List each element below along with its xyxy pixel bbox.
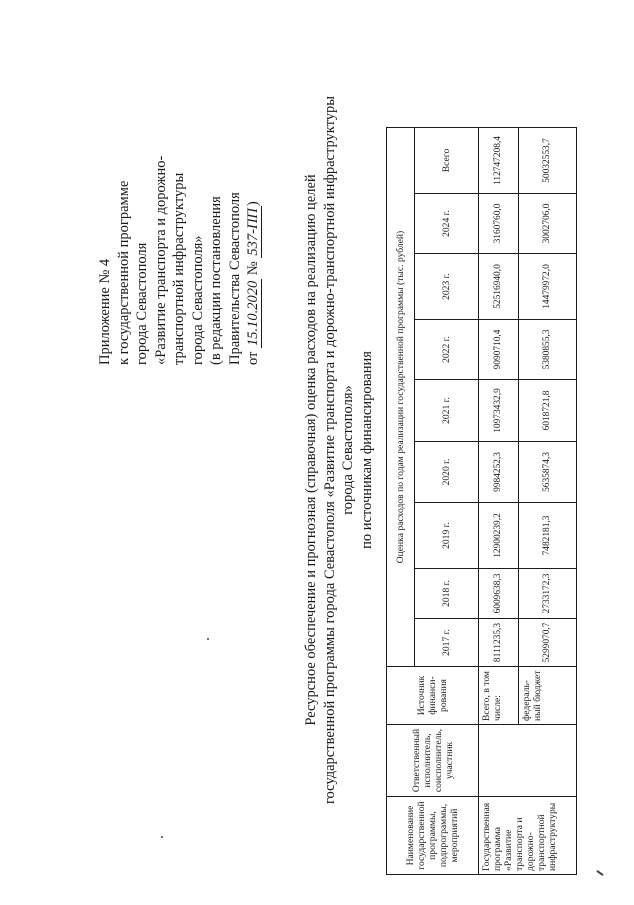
year-header: 2022 г. — [415, 320, 479, 380]
value-cell: 12900239,2 — [479, 503, 519, 569]
header-source: Источник финанси-рования — [387, 667, 479, 725]
source-cell: федераль-ный бюджет — [519, 667, 577, 725]
title-line: по источникам финансирования — [358, 351, 375, 549]
appendix-date-line — [244, 25, 263, 365]
value-cell: 5635874,3 — [519, 442, 577, 503]
number-prefix: № — [245, 261, 261, 276]
title-line: Ресурсное обеспечение и прогнозная (справочная) оценка расходов на реализацию целей — [303, 174, 319, 726]
appendix-line: транспортной инфраструктуры — [171, 172, 187, 365]
year-header: 2018 г. — [415, 569, 479, 619]
appendix-line: «Развитие транспорта и дорожно- — [152, 155, 169, 365]
value-cell: 7482181,3 — [519, 503, 577, 569]
value-cell: 14479972,0 — [519, 254, 577, 320]
appendix-line: города Севастополя» — [189, 235, 206, 365]
header-name: Наименование государственной программы, подпрограммы, мероприятий — [387, 797, 479, 875]
title-line: государственной программы города Севастополя «Развитие транспорта и дорожно-транспортной инфраструктуры — [321, 95, 338, 805]
year-header: 2024 г. — [415, 194, 479, 254]
total-header: Всего — [415, 128, 479, 194]
appendix-line: Правительства Севастополя — [226, 192, 243, 365]
value-cell: 5299070,7 — [519, 619, 577, 667]
appendix-line: Приложение № 4 — [97, 258, 113, 365]
value-cell: 3002706,0 — [519, 194, 577, 254]
appendix-line: к государственной программе — [115, 180, 132, 365]
value-cell: 6009638,3 — [479, 569, 519, 619]
resolution-number: 537-ПП — [245, 208, 261, 256]
value-cell: 5380855,3 — [519, 320, 577, 380]
year-header: 2017 г. — [415, 619, 479, 667]
value-cell: 2733172,3 — [519, 569, 577, 619]
value-cell: 6018721,8 — [519, 380, 577, 442]
appendix-block — [96, 25, 263, 365]
total-cell: 112747208,4 — [479, 128, 519, 194]
total-cell: 50032553,7 — [519, 128, 577, 194]
executor-cell — [479, 725, 577, 797]
value-cell: 3160760,0 — [479, 194, 519, 254]
number-suffix: ) — [245, 201, 261, 207]
scan-speck — [161, 836, 163, 838]
appendix-line: (в редакции постановления — [208, 196, 224, 365]
value-cell: 9090710,4 — [479, 320, 519, 380]
value-cell: 10973432,9 — [479, 380, 519, 442]
year-header: 2023 г. — [415, 254, 479, 320]
value-cell: 9984252,3 — [479, 442, 519, 503]
appendix-line: города Севастополя — [134, 242, 150, 365]
year-header: 2020 г. — [415, 442, 479, 503]
resolution-date: 15.10.2020 — [245, 280, 261, 346]
scan-speck — [207, 638, 209, 640]
value-cell: 52516940,0 — [479, 254, 519, 320]
program-name-cell: Государственная программа «Развитие транспорта и дорожно-транспортной инфраструктуры — [479, 797, 577, 875]
header-executor: Ответственный исполнитель, соисполнитель, участник — [387, 725, 479, 797]
document-title — [302, 15, 376, 885]
financing-table — [386, 127, 577, 875]
title-line: города Севастополя» — [340, 385, 356, 515]
header-estimate: Оценка расходов по годам реализации государственной программы (тыс. рублей) — [387, 128, 415, 667]
year-header: 2021 г. — [415, 380, 479, 442]
year-header: 2019 г. — [415, 503, 479, 569]
value-cell: 8111235,3 — [479, 619, 519, 667]
source-cell: Всего, в том числе: — [479, 667, 519, 725]
date-prefix: от — [245, 351, 261, 365]
